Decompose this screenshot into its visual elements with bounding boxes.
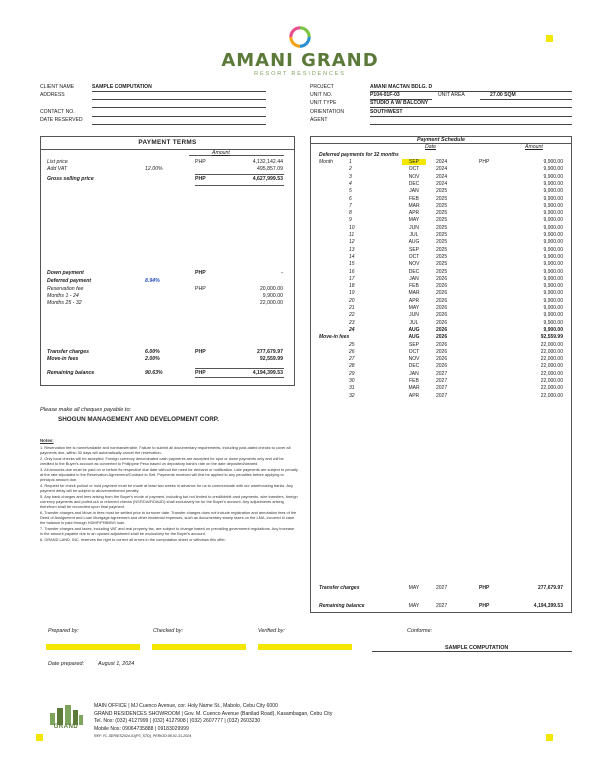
- schedule-row: [319, 393, 567, 400]
- schedule-month-number: 10: [349, 224, 355, 231]
- schedule-month: JUL: [409, 319, 419, 326]
- notes-section: [40, 438, 298, 542]
- schedule-amount: 9,900.00: [543, 268, 563, 275]
- schedule-year: 2025: [436, 261, 448, 268]
- schedule-row: [319, 276, 567, 283]
- schedule-row: [319, 225, 567, 232]
- payee-name: SHOGUN MANAGEMENT AND DEVELOPMENT CORP.: [58, 416, 219, 423]
- schedule-year: 2024: [436, 173, 448, 180]
- schedule-month: MAR: [408, 290, 420, 297]
- remaining-month: MAY: [408, 603, 420, 609]
- orientation-value: SOUTHWEST: [370, 109, 403, 115]
- schedule-amount: 22,000.00: [540, 392, 563, 399]
- payment-term-row: [47, 286, 283, 293]
- footer-main-office: MAIN OFFICE | MJ Cuenco Avenue, cor. Holy Name St., Mabolo, Cebu City 6000: [94, 703, 278, 709]
- schedule-month: JAN: [409, 275, 419, 282]
- schedule-month-number: 24: [349, 326, 355, 333]
- schedule-amount: 22,000.00: [540, 378, 563, 384]
- checked-by-label: Checked by:: [153, 628, 183, 634]
- amount-header: Amount: [212, 150, 230, 156]
- schedule-month: AUG: [408, 239, 420, 246]
- remaining-amount: 4,194,399.53: [533, 603, 563, 609]
- payment-term-row: [47, 166, 283, 173]
- unit-type-label: UNIT TYPE: [310, 100, 337, 106]
- schedule-row: [319, 217, 567, 224]
- schedule-month: APR: [408, 297, 420, 304]
- note-item: 2. Only local checks will be accepted. Foreign currency denominated cash payments are accepted for spot or down payments only and will be credited to the Buyer's account as converted to Philippine Peso based on depository bank's rate on the date deposited/cleared.: [40, 455, 284, 466]
- schedule-month-number: 7: [349, 202, 352, 209]
- schedule-year: 2026: [436, 297, 448, 304]
- schedule-month-number: 5: [349, 188, 352, 195]
- schedule-month: OCT: [408, 166, 420, 173]
- schedule-month: DEC: [408, 268, 420, 275]
- schedule-month-number: 30: [349, 378, 355, 384]
- schedule-row: [319, 363, 567, 370]
- corner-mark: [36, 734, 43, 741]
- schedule-amount: 9,900.00: [543, 224, 563, 231]
- schedule-row: [319, 239, 567, 246]
- schedule-row: [319, 210, 567, 217]
- note-item: 6. Transfer charges and Move-in fees must be settled prior to turnover date. Transfer charges does not include registration and annotation fees of the Deed of Assignment and Loan Mortgage Agreement and other incidental expenses, such as documentary stamp taxes on the LMA, incurred in case the balance is paid through HDMF/PHB/IBG loan.: [40, 509, 297, 525]
- conforme-label: Conforme:: [407, 628, 433, 634]
- term-amount: 4,194,399.53: [252, 370, 283, 376]
- term-amount: 22,000.00: [259, 300, 283, 306]
- cheques-note: Please make all cheques payable to:: [40, 407, 132, 413]
- date-prepared-value: August 1, 2024: [98, 661, 135, 667]
- project-value: AMANI MACTAN BDLG. D: [370, 84, 433, 90]
- unit-type-value: STUDIO A W/ BALCONY: [370, 100, 429, 106]
- schedule-row: [319, 371, 567, 378]
- schedule-month: FEB: [409, 195, 419, 202]
- schedule-month-number: 32: [349, 392, 355, 399]
- schedule-month: NOV: [408, 261, 420, 268]
- prepared-by-label: Prepared by:: [48, 628, 79, 634]
- orientation-label: ORIENTATION: [310, 109, 345, 115]
- schedule-amount: 9,900.00: [543, 290, 563, 297]
- term-percent: 6.00%: [145, 349, 160, 355]
- payment-terms-box: [40, 136, 295, 386]
- term-currency: PHP: [195, 159, 206, 165]
- term-amount: -: [281, 270, 283, 276]
- schedule-row: [319, 356, 567, 363]
- date-reserved-label: DATE RESERVED: [40, 117, 83, 123]
- schedule-month: DEC: [408, 363, 420, 370]
- schedule-row: [319, 327, 567, 334]
- footer: [94, 703, 332, 739]
- schedule-amount: 22,000.00: [540, 370, 563, 377]
- schedule-year: 2026: [436, 283, 448, 290]
- address-label: ADDRESS: [40, 92, 65, 98]
- schedule-month-number: 17: [349, 275, 355, 282]
- schedule-month-number: 12: [349, 239, 355, 246]
- schedule-month: OCT: [408, 348, 420, 355]
- schedule-row: [319, 305, 567, 312]
- corner-mark: [546, 734, 553, 741]
- schedule-amount: 9,900.00: [543, 326, 563, 333]
- schedule-month: APR: [408, 392, 420, 399]
- schedule-year: 2026: [436, 363, 448, 370]
- schedule-year: 2024: [436, 166, 448, 173]
- schedule-amount-header: Amount: [525, 144, 543, 150]
- schedule-amount: 9,900.00: [543, 239, 563, 246]
- schedule-row: [319, 269, 567, 276]
- term-currency: PHP: [195, 370, 206, 376]
- schedule-month: JUN: [409, 312, 419, 319]
- schedule-year: 2027: [436, 378, 448, 384]
- payment-term-row: [47, 370, 283, 377]
- schedule-month: NOV: [408, 173, 420, 180]
- term-currency: PHP: [195, 349, 206, 355]
- schedule-row: [319, 290, 567, 297]
- schedule-year: 2025: [436, 239, 448, 246]
- payment-term-row: [47, 356, 283, 363]
- month-label: Month: [319, 159, 333, 165]
- transfer-label: Transfer charges: [319, 585, 360, 591]
- footer-mobile: Mobile Nos: 09064735888 | 09183029999: [94, 725, 189, 732]
- term-amount: 92,559.99: [259, 356, 283, 362]
- payment-schedule-box: [310, 136, 572, 613]
- schedule-label: Move-in fees: [319, 334, 350, 341]
- schedule-year: 2026: [436, 290, 448, 297]
- footer-telephone: Tel. Nos: (032) 4127999 | (032) 4127908 | (032) 2607777 | (032) 2603230: [94, 718, 261, 725]
- schedule-year: 2025: [436, 210, 448, 217]
- schedule-month-number: 2: [349, 166, 352, 173]
- schedule-month: AUG: [408, 334, 420, 341]
- footer-ref: REF: FL-SERIES2024-01(P3_STD)_PERIOD:08-01-31-2024: [94, 733, 192, 738]
- schedule-month: AUG: [408, 326, 420, 333]
- schedule-year: 2025: [436, 224, 448, 231]
- schedule-year: 2026: [436, 334, 448, 341]
- schedule-year: 2025: [436, 195, 448, 202]
- schedule-row: [319, 196, 567, 203]
- schedule-year: 2026: [436, 275, 448, 282]
- schedule-month: APR: [408, 210, 420, 217]
- remaining-currency: PHP: [479, 603, 490, 609]
- agent-label: AGENT: [310, 117, 328, 123]
- schedule-month: SEP: [408, 341, 419, 348]
- transfer-amount: 277,679.97: [537, 585, 563, 591]
- schedule-amount: 9,900.00: [543, 246, 563, 253]
- schedule-year: 2026: [436, 319, 448, 326]
- date-prepared-label: Date prepared:: [48, 661, 84, 667]
- schedule-month: MAY: [408, 217, 420, 224]
- schedule-amount: 9,900.00: [543, 188, 563, 195]
- schedule-amount: 9,900.00: [543, 283, 563, 290]
- schedule-month-number: 22: [349, 312, 355, 319]
- schedule-amount: 9,900.00: [543, 232, 563, 238]
- schedule-year: 2026: [436, 348, 448, 355]
- note-item: 4. Request for check pullout or hold payment must be made at least two weeks in advance for us to communicate with our warehousing banks. Any payment delay will be subject to abovementioned penalty.: [40, 482, 294, 493]
- brand-tagline: RESORT RESIDENCES: [254, 71, 346, 78]
- schedule-amount: 9,900.00: [543, 319, 563, 326]
- footer-showroom: GRAND RESIDENCES SHOWROOM | Gov. M. Cuenco Avenue (Banilad Road), Kasambagan, Cebu City: [94, 710, 333, 717]
- schedule-month: MAR: [408, 202, 420, 209]
- schedule-month: FEB: [409, 378, 419, 384]
- schedule-month-number: 28: [349, 363, 355, 370]
- note-item: 1. Reservation fee is nonrefundable and nontransferable. Failure to submit all documentary requirements, including post-dated checks to cover all payments due, within 30 days will automatically cancel the reservation.: [40, 444, 291, 455]
- schedule-amount: 9,900.00: [543, 166, 563, 173]
- schedule-row: [319, 342, 567, 349]
- schedule-row: [319, 312, 567, 319]
- schedule-year: 2027: [436, 370, 448, 377]
- unit-area-label: UNIT AREA: [438, 92, 465, 98]
- schedule-row: [319, 261, 567, 268]
- transfer-month: MAY: [408, 585, 420, 591]
- schedule-month: MAR: [408, 385, 420, 392]
- contact-label: CONTACT NO.: [40, 109, 75, 115]
- schedule-first-amount: 9,900.00: [543, 159, 563, 165]
- schedule-amount: 22,000.00: [540, 385, 563, 392]
- schedule-month: JAN: [409, 188, 419, 195]
- schedule-date-header: Date: [425, 144, 436, 150]
- schedule-year: 2025: [436, 268, 448, 275]
- payment-term-row: [47, 270, 283, 277]
- schedule-month: DEC: [408, 180, 420, 187]
- schedule-row: [319, 174, 567, 181]
- payment-terms-title: PAYMENT TERMS: [138, 139, 197, 146]
- schedule-month: MAY: [408, 305, 420, 311]
- schedule-row: [319, 247, 567, 254]
- schedule-amount: 9,900.00: [543, 173, 563, 180]
- unit-no-label: UNIT NO.: [310, 92, 333, 98]
- term-amount: 20,000.00: [259, 286, 283, 292]
- schedule-year: 2024: [436, 180, 448, 187]
- schedule-year: 2025: [436, 232, 448, 238]
- term-label: Move-in fees: [47, 356, 79, 362]
- brand-ring-icon: [289, 26, 311, 48]
- schedule-first-num: 1: [349, 159, 352, 165]
- schedule-month-number: 9: [349, 217, 352, 224]
- transfer-year: 2027: [436, 585, 448, 591]
- deferred-label: Deferred payments for 32 months: [319, 152, 399, 158]
- schedule-month-number: 16: [349, 268, 355, 275]
- client-name-label: CLIENT NAME: [40, 84, 75, 90]
- term-amount: 277,679.97: [257, 349, 283, 355]
- schedule-amount: 22,000.00: [540, 363, 563, 370]
- schedule-amount: 9,900.00: [543, 261, 563, 268]
- schedule-row: [319, 283, 567, 290]
- schedule-year: 2026: [436, 341, 448, 348]
- brand-name: AMANI GRAND: [221, 50, 379, 72]
- term-percent: 2.00%: [145, 356, 160, 362]
- schedule-month: OCT: [408, 253, 420, 260]
- schedule-amount: 9,900.00: [543, 305, 563, 311]
- schedule-currency: PHP: [479, 159, 490, 165]
- schedule-month-number: 4: [349, 180, 352, 187]
- schedule-title: Payment Schedule: [311, 137, 571, 144]
- schedule-row: [319, 385, 567, 392]
- schedule-year: 2025: [436, 217, 448, 224]
- term-currency: PHP: [195, 270, 206, 276]
- schedule-month: JUL: [409, 232, 419, 238]
- notes-title: Notes:: [40, 438, 54, 443]
- term-label: Months 1 - 24: [47, 293, 79, 299]
- term-percent: 90.63%: [145, 370, 163, 376]
- schedule-amount: 22,000.00: [540, 348, 563, 355]
- schedule-month-number: 25: [349, 341, 355, 348]
- term-amount: 9,900.00: [262, 293, 283, 299]
- schedule-amount: 9,900.00: [543, 195, 563, 202]
- schedule-year: 2027: [436, 392, 448, 399]
- schedule-year: 2025: [436, 246, 448, 253]
- payment-term-row: [47, 159, 283, 166]
- term-percent: 8.94%: [145, 278, 160, 284]
- term-amount: 4,132,142.44: [252, 159, 283, 165]
- term-label: Deferred payment: [47, 278, 92, 284]
- schedule-year: 2026: [436, 326, 448, 333]
- payment-term-row: [47, 300, 283, 307]
- note-item: 3. All amounts due must be paid on or before its respective due date without the need for demand or notification. Late payments are subject to penalty at the rate stipulated in the Reservation Agreement/Contract to Sell. Payments received will first be applied to any penalties before applying to principal amount due.: [40, 466, 298, 482]
- term-label: Remaining balance: [47, 370, 95, 376]
- schedule-year: 2025: [436, 253, 448, 260]
- schedule-month-number: 23: [349, 319, 355, 326]
- term-amount: 4,627,999.53: [252, 176, 283, 182]
- schedule-year: 2025: [436, 188, 448, 195]
- schedule-month-number: 15: [349, 261, 355, 268]
- remaining-year: 2027: [436, 603, 448, 609]
- unit-no-value: P104-01F-03: [370, 92, 400, 98]
- term-label: Reservation fee: [47, 286, 84, 292]
- unit-area-value: 27.00 SQM: [490, 92, 516, 98]
- schedule-row: [319, 334, 567, 341]
- schedule-year: 2025: [436, 202, 448, 209]
- schedule-row: [319, 349, 567, 356]
- term-currency: PHP: [195, 286, 206, 292]
- brand-logo: [200, 26, 400, 78]
- schedule-month-number: 8: [349, 210, 352, 217]
- building-icon: [46, 705, 86, 725]
- project-label: PROJECT: [310, 84, 334, 90]
- footer-logo-text: GRAND: [53, 724, 79, 731]
- schedule-amount: 9,900.00: [543, 202, 563, 209]
- schedule-month-number: 29: [349, 370, 355, 377]
- verified-by-label: Verified by:: [258, 628, 285, 634]
- schedule-month-number: 18: [349, 283, 355, 290]
- schedule-amount: 9,900.00: [543, 217, 563, 224]
- schedule-amount: 9,900.00: [543, 312, 563, 319]
- schedule-month: JUN: [409, 224, 419, 231]
- schedule-month-number: 21: [349, 305, 355, 311]
- schedule-month-number: 19: [349, 290, 355, 297]
- term-percent: 12.00%: [145, 166, 163, 172]
- schedule-amount: 9,900.00: [543, 275, 563, 282]
- schedule-amount: 9,900.00: [543, 210, 563, 217]
- prepared-signature-line[interactable]: [46, 644, 140, 650]
- schedule-month-number: 13: [349, 246, 355, 253]
- payment-term-row: [47, 176, 283, 183]
- conforme-name: SAMPLE COMPUTATION: [445, 645, 509, 651]
- schedule-month: FEB: [409, 283, 419, 290]
- schedule-row: [319, 203, 567, 210]
- schedule-month-number: 26: [349, 348, 355, 355]
- schedule-row: [319, 181, 567, 188]
- schedule-month-number: 20: [349, 297, 355, 304]
- schedule-row: [319, 378, 567, 385]
- corner-mark: [546, 35, 553, 42]
- schedule-amount: 9,900.00: [543, 180, 563, 187]
- term-label: Down payment: [47, 270, 84, 276]
- checked-signature-line[interactable]: [152, 644, 246, 650]
- schedule-row: [319, 298, 567, 305]
- schedule-month: NOV: [408, 356, 420, 363]
- term-label: Transfer charges: [47, 349, 90, 355]
- term-label: Add VAT: [47, 166, 68, 172]
- remaining-label: Remaining balance: [319, 603, 365, 609]
- schedule-month-number: 31: [349, 385, 355, 392]
- schedule-row: [319, 166, 567, 173]
- schedule-month-number: 11: [349, 232, 355, 238]
- transfer-currency: PHP: [479, 585, 490, 591]
- schedule-amount: 9,900.00: [543, 297, 563, 304]
- schedule-month-number: 6: [349, 195, 352, 202]
- schedule-first-month: SEP: [402, 159, 426, 165]
- schedule-amount: 92,559.99: [540, 334, 563, 341]
- verified-signature-line[interactable]: [258, 644, 352, 650]
- schedule-row: [319, 232, 567, 239]
- term-label: List price: [47, 159, 68, 165]
- schedule-row: [319, 188, 567, 195]
- note-item: 5. Any bank charges and fees arising from the Buyer's mode of payment, including but not limited to credit/debit card payments, wire transfers, foreign currency payments and pulled-out or returned checks (NSF/DAIF/DAUD) shall exclusively be for the Buyer's account. Any adjustments arising therefrom shall be reconciled upon final payment.: [40, 493, 298, 509]
- note-item: 7. Transfer charges and taxes, including VAT and real property tax, are subject to change based on prevailing government regulations. Any increase in the amount payable due to an upward adjustment shall be exclusively for the Buyer's account.: [40, 525, 295, 536]
- schedule-row: [319, 320, 567, 327]
- schedule-month: JAN: [409, 370, 419, 377]
- schedule-amount: 9,900.00: [543, 253, 563, 260]
- term-label: Months 25 - 32: [47, 300, 82, 306]
- footer-logo: [44, 705, 88, 731]
- payment-term-row: [47, 293, 283, 300]
- schedule-month: SEP: [408, 246, 419, 253]
- payment-term-row: [47, 278, 283, 285]
- schedule-month-number: 3: [349, 173, 352, 180]
- term-currency: PHP: [195, 176, 206, 182]
- schedule-row: [319, 254, 567, 261]
- schedule-month-number: 14: [349, 253, 355, 260]
- schedule-amount: 22,000.00: [540, 356, 563, 363]
- schedule-month-number: 27: [349, 356, 355, 363]
- schedule-year: 2026: [436, 312, 448, 319]
- term-label: Gross selling price: [47, 176, 94, 182]
- schedule-amount: 22,000.00: [540, 341, 563, 348]
- term-amount: 495,857.09: [257, 166, 283, 172]
- schedule-year: 2026: [436, 305, 448, 311]
- schedule-year: 2026: [436, 356, 448, 363]
- payment-term-row: [47, 349, 283, 356]
- schedule-year: 2027: [436, 385, 448, 392]
- schedule-first-year: 2024: [436, 159, 448, 165]
- client-name-value: SAMPLE COMPUTATION: [92, 84, 152, 90]
- note-item: 8. GRAND LAND, INC. reserves the right to correct all errors in the computation sheet or withdraw this offer.: [40, 536, 226, 542]
